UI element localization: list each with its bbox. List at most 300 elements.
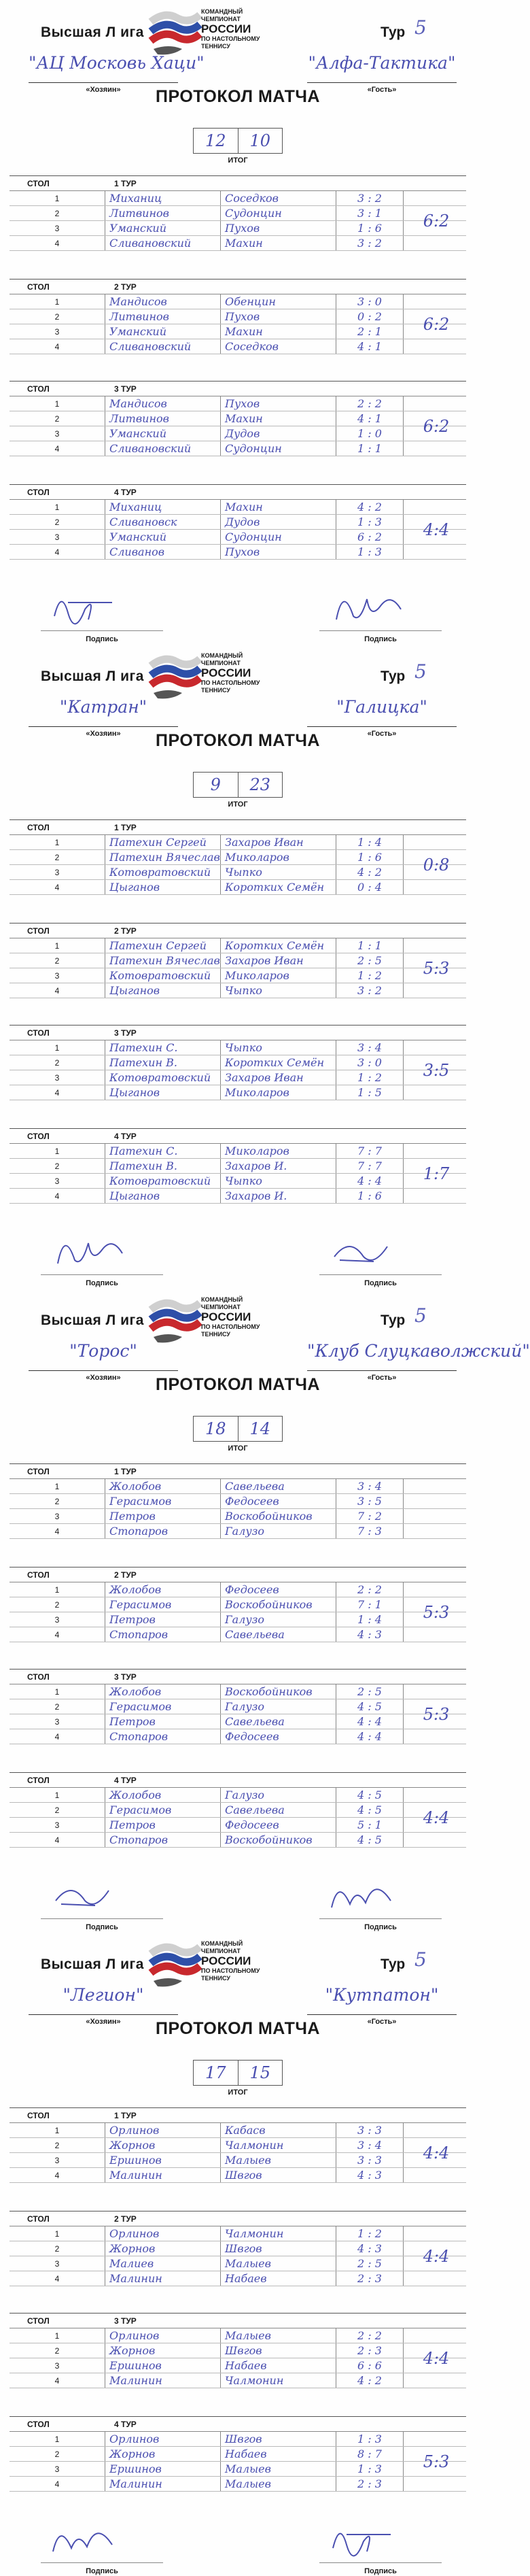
game-score: 4 : 2 — [336, 2373, 404, 2388]
guest-player: Чыпко — [220, 983, 336, 998]
round-total: 4:4 — [423, 1808, 450, 1827]
guest-player: Чыпко — [220, 865, 336, 879]
host-player: Патехин Вячеслав — [105, 850, 220, 864]
game-score: 7 : 3 — [336, 1524, 404, 1538]
table-row — [10, 1627, 466, 1642]
table-number: 1 — [54, 2435, 60, 2444]
table-row — [10, 1833, 466, 1848]
round-label: 1 ТУР — [114, 823, 137, 832]
game-score: 2 : 5 — [336, 953, 404, 968]
logo-line-3: ПО НАСТОЛЬНОМУ ТЕННИСУ — [201, 35, 260, 50]
host-player: Жолобов — [105, 1582, 220, 1597]
game-score: 4 : 2 — [336, 500, 404, 514]
game-score: 3 : 1 — [336, 206, 404, 220]
guest-player: Коротких Семён — [220, 880, 336, 894]
game-score: 0 : 2 — [336, 309, 404, 324]
game-score: 2 : 5 — [336, 1684, 404, 1699]
table-number: 2 — [54, 2141, 60, 2150]
host-player: Котовратовский — [105, 968, 220, 983]
table-row — [10, 1582, 466, 1597]
round-total: 6:2 — [423, 211, 450, 231]
guest-caption: «Гость» — [367, 86, 397, 94]
table-row — [10, 2123, 466, 2138]
tur-number: 5 — [414, 16, 427, 39]
table-row — [10, 221, 466, 236]
round-total: 3:5 — [423, 1061, 450, 1080]
guest-player: Савельева — [220, 1627, 336, 1642]
round-label: 4 ТУР — [114, 2420, 137, 2429]
table-row — [10, 339, 466, 354]
table-number: 2 — [54, 1497, 60, 1506]
signature-scribble-icon — [326, 1226, 408, 1274]
game-score: 4 : 4 — [336, 1174, 404, 1188]
flag-logo-icon — [148, 1937, 201, 1990]
table-row — [10, 411, 466, 426]
table-row — [10, 309, 466, 324]
round-table — [10, 2211, 466, 2286]
round-header — [10, 820, 466, 835]
round-header — [10, 1567, 466, 1582]
game-score: 3 : 2 — [336, 983, 404, 998]
game-score: 1 : 2 — [336, 2226, 404, 2241]
match-total — [193, 772, 283, 798]
guest-player: Галузо — [220, 1524, 336, 1538]
table-row — [10, 191, 466, 206]
guest-player: Воскобойников — [220, 1597, 336, 1612]
guest-player: Набаев — [220, 2358, 336, 2373]
game-score: 4 : 1 — [336, 411, 404, 426]
game-score: 1 : 6 — [336, 850, 404, 864]
total-host-score: 12 — [194, 129, 238, 153]
round-table — [10, 1669, 466, 1744]
round-header — [10, 485, 466, 500]
guest-player: Миколаров — [220, 1085, 336, 1100]
host-player: Патехин В. — [105, 1159, 220, 1173]
table-number: 2 — [54, 956, 60, 966]
game-score: 5 : 1 — [336, 1818, 404, 1832]
table-row — [10, 1144, 466, 1159]
table-row — [10, 2373, 466, 2388]
round-header — [10, 1464, 466, 1479]
logo-line-1: КОМАНДНЫЙ ЧЕМПИОНАТ — [201, 652, 243, 666]
host-player: Цыганов — [105, 1085, 220, 1100]
league-label: Высшая Л ига — [41, 1956, 144, 1972]
table-number: 4 — [54, 2479, 60, 2489]
table-row — [10, 2358, 466, 2373]
league-label: Высшая Л ига — [41, 1312, 144, 1328]
host-player: Орлинов — [105, 2432, 220, 2446]
game-score: 1 : 1 — [336, 938, 404, 953]
table-row — [10, 2447, 466, 2462]
table-number: 2 — [54, 312, 60, 322]
signature-line — [319, 1274, 442, 1275]
table-row — [10, 1597, 466, 1612]
table-number: 1 — [54, 194, 60, 203]
round-table — [10, 484, 466, 560]
signature-scribble-icon — [326, 1870, 408, 1918]
host-team-name: "Торос" — [29, 1341, 178, 1371]
game-score: 2 : 3 — [336, 2477, 404, 2491]
game-score: 4 : 5 — [336, 1699, 404, 1714]
table-row — [10, 1055, 466, 1070]
guest-player: Швгов — [220, 2241, 336, 2256]
round-header — [10, 279, 466, 294]
host-player: Сливанов — [105, 545, 220, 559]
guest-player: Судонцин — [220, 206, 336, 220]
game-score: 4 : 5 — [336, 1788, 404, 1802]
host-player: Орлинов — [105, 2226, 220, 2241]
host-player: Сливановский — [105, 236, 220, 250]
guest-player: Махин — [220, 411, 336, 426]
host-player: Ершинов — [105, 2462, 220, 2476]
table-number: 4 — [54, 1088, 60, 1098]
guest-player: Савельева — [220, 1479, 336, 1493]
table-column-header: СТОЛ — [27, 1672, 50, 1682]
signature-line — [41, 1918, 163, 1919]
table-number: 2 — [54, 2244, 60, 2254]
guest-player: Захаров И. — [220, 1189, 336, 1203]
host-player: Сливановский — [105, 339, 220, 354]
table-row — [10, 500, 466, 515]
tur-number: 5 — [414, 1304, 427, 1327]
logo-caption — [201, 8, 264, 50]
table-row — [10, 2153, 466, 2168]
round-header — [10, 176, 466, 191]
table-row — [10, 2138, 466, 2153]
table-column-header: СТОЛ — [27, 384, 50, 394]
guest-player: Махин — [220, 500, 336, 514]
table-number: 2 — [54, 1806, 60, 1815]
table-row — [10, 2477, 466, 2492]
guest-team-name: "Галицка" — [307, 697, 457, 727]
host-player: Герасимов — [105, 1803, 220, 1817]
table-column-header: СТОЛ — [27, 1132, 50, 1141]
logo-line-2: РОССИИ — [201, 666, 251, 679]
game-score: 1 : 3 — [336, 2432, 404, 2446]
match-protocol — [0, 644, 476, 1287]
game-score: 1 : 5 — [336, 1085, 404, 1100]
table-row — [10, 206, 466, 221]
table-column-header: СТОЛ — [27, 179, 50, 188]
host-player: Мандисов — [105, 294, 220, 309]
round-header — [10, 2417, 466, 2432]
game-score: 3 : 4 — [336, 2138, 404, 2152]
logo-line-3: ПО НАСТОЛЬНОМУ ТЕННИСУ — [201, 679, 260, 694]
game-score: 4 : 3 — [336, 2241, 404, 2256]
total-guest-score: 15 — [249, 2063, 271, 2082]
round-table — [10, 1567, 466, 1642]
table-row — [10, 2226, 466, 2241]
round-header — [10, 923, 466, 938]
table-column-header: СТОЛ — [27, 488, 50, 497]
host-player: Стопаров — [105, 1627, 220, 1642]
table-number: 3 — [54, 1073, 60, 1083]
signature-scribble-icon — [48, 582, 129, 630]
game-score: 7 : 7 — [336, 1159, 404, 1173]
table-row — [10, 2168, 466, 2183]
game-score: 4 : 3 — [336, 2168, 404, 2182]
round-total: 5:3 — [423, 1603, 450, 1622]
tur-number: 5 — [414, 1948, 427, 1971]
guest-player: Воскобойников — [220, 1684, 336, 1699]
table-number: 4 — [54, 2274, 60, 2284]
table-number: 4 — [54, 2171, 60, 2180]
host-player: Стопаров — [105, 1524, 220, 1538]
table-number: 3 — [54, 429, 60, 439]
logo-line-2: РОССИИ — [201, 1310, 251, 1323]
game-score: 3 : 0 — [336, 294, 404, 309]
game-score: 2 : 2 — [336, 396, 404, 411]
table-number: 3 — [54, 327, 60, 337]
host-player: Стопаров — [105, 1833, 220, 1847]
host-signature — [41, 582, 163, 643]
table-number: 4 — [54, 986, 60, 996]
game-score: 1 : 6 — [336, 221, 404, 235]
table-number: 1 — [54, 1147, 60, 1156]
round-total: 4:4 — [423, 2247, 450, 2266]
table-column-header: СТОЛ — [27, 1776, 50, 1785]
flag-logo-icon — [148, 649, 201, 702]
host-player: Жолобов — [105, 1479, 220, 1493]
table-number: 2 — [54, 518, 60, 527]
game-score: 4 : 4 — [336, 1729, 404, 1744]
tur-number: 5 — [414, 660, 427, 683]
game-score: 1 : 2 — [336, 968, 404, 983]
logo-line-1: КОМАНДНЫЙ ЧЕМПИОНАТ — [201, 1940, 243, 1954]
host-player: Котовратовский — [105, 865, 220, 879]
host-player: Малинин — [105, 2477, 220, 2491]
logo-caption — [201, 652, 264, 694]
table-number: 1 — [54, 941, 60, 951]
game-score: 3 : 2 — [336, 236, 404, 250]
table-row — [10, 1803, 466, 1818]
host-player: Уманский — [105, 426, 220, 441]
guest-player: Коротких Семён — [220, 1055, 336, 1070]
round-header — [10, 1773, 466, 1788]
game-score: 1 : 0 — [336, 426, 404, 441]
round-total: 0:8 — [423, 855, 450, 875]
game-score: 2 : 1 — [336, 324, 404, 339]
table-number: 2 — [54, 2450, 60, 2459]
table-number: 4 — [54, 1835, 60, 1845]
table-column-header: СТОЛ — [27, 926, 50, 936]
game-score: 1 : 4 — [336, 835, 404, 849]
table-row — [10, 2271, 466, 2286]
guest-signature — [319, 582, 442, 643]
round-table — [10, 381, 466, 456]
table-number: 3 — [54, 2156, 60, 2165]
table-row — [10, 426, 466, 441]
host-player: Литвинов — [105, 309, 220, 324]
round-table — [10, 279, 466, 354]
match-total — [193, 2060, 283, 2086]
table-row — [10, 865, 466, 880]
host-player: Ершинов — [105, 2153, 220, 2167]
game-score: 1 : 1 — [336, 441, 404, 456]
round-header — [10, 2211, 466, 2226]
table-number: 3 — [54, 2259, 60, 2269]
table-number: 1 — [54, 2331, 60, 2341]
table-number: 2 — [54, 414, 60, 424]
game-score: 2 : 3 — [336, 2271, 404, 2286]
host-player: Миханиц — [105, 500, 220, 514]
protocol-title: ПРОТОКОЛ МАТЧА — [156, 2019, 320, 2038]
logo-line-3: ПО НАСТОЛЬНОМУ ТЕННИСУ — [201, 1967, 260, 1982]
guest-player: Чалмонин — [220, 2138, 336, 2152]
championship-logo — [148, 1293, 264, 1348]
host-player: Патехин Сергей — [105, 835, 220, 849]
table-row — [10, 1494, 466, 1509]
round-table — [10, 1463, 466, 1539]
game-score: 2 : 3 — [336, 2343, 404, 2358]
round-label: 2 ТУР — [114, 2214, 137, 2224]
host-player: Орлинов — [105, 2123, 220, 2137]
game-score: 4 : 5 — [336, 1803, 404, 1817]
guest-player: Набаев — [220, 2447, 336, 2461]
total-guest-score: 23 — [249, 775, 271, 794]
guest-player: Набаев — [220, 2271, 336, 2286]
table-row — [10, 1159, 466, 1174]
signature-scribble-icon — [48, 1870, 129, 1918]
guest-player: Махин — [220, 324, 336, 339]
game-score: 2 : 5 — [336, 2256, 404, 2271]
table-row — [10, 1070, 466, 1085]
game-score: 8 : 7 — [336, 2447, 404, 2461]
table-row — [10, 1174, 466, 1189]
match-total — [193, 128, 283, 154]
round-total: 4:4 — [423, 520, 450, 539]
round-total: 4:4 — [423, 2349, 450, 2368]
host-player: Уманский — [105, 324, 220, 339]
round-header — [10, 382, 466, 396]
game-score: 0 : 4 — [336, 880, 404, 894]
game-score: 1 : 6 — [336, 1189, 404, 1203]
round-total: 6:2 — [423, 417, 450, 436]
guest-player: Савельева — [220, 1803, 336, 1817]
guest-player: Пухов — [220, 309, 336, 324]
table-row — [10, 880, 466, 895]
guest-player: Федосеев — [220, 1818, 336, 1832]
host-player: Литвинов — [105, 411, 220, 426]
table-row — [10, 1684, 466, 1699]
guest-player: Савельева — [220, 1714, 336, 1729]
round-table — [10, 2313, 466, 2388]
game-score: 3 : 0 — [336, 1055, 404, 1070]
host-player: Уманский — [105, 221, 220, 235]
game-score: 1 : 3 — [336, 515, 404, 529]
host-caption: «Хозяин» — [86, 86, 121, 94]
guest-player: Махин — [220, 236, 336, 250]
guest-player: Пухов — [220, 221, 336, 235]
table-row — [10, 938, 466, 953]
total-caption: ИТОГ — [228, 1444, 248, 1453]
guest-team-name: "Кутпатон" — [307, 1985, 457, 2015]
host-player: Жолобов — [105, 1788, 220, 1802]
match-total — [193, 1416, 283, 1442]
table-row — [10, 2432, 466, 2447]
game-score: 4 : 5 — [336, 1833, 404, 1847]
host-player: Цыганов — [105, 983, 220, 998]
host-player: Патехин С. — [105, 1040, 220, 1055]
table-row — [10, 545, 466, 560]
table-number: 1 — [54, 2229, 60, 2239]
table-number: 2 — [54, 2346, 60, 2356]
table-number: 3 — [54, 1512, 60, 1521]
total-host-score: 18 — [194, 1417, 238, 1441]
table-row — [10, 1714, 466, 1729]
signature-caption: Подпись — [86, 1923, 118, 1931]
game-score: 7 : 2 — [336, 1509, 404, 1523]
signature-line — [41, 630, 163, 631]
league-label: Высшая Л ига — [41, 668, 144, 684]
table-column-header: СТОЛ — [27, 823, 50, 832]
guest-player: Миколаров — [220, 968, 336, 983]
game-score: 7 : 7 — [336, 1144, 404, 1158]
round-total: 6:2 — [423, 315, 450, 334]
protocol-title: ПРОТОКОЛ МАТЧА — [156, 731, 320, 750]
host-player: Стопаров — [105, 1729, 220, 1744]
championship-logo — [148, 5, 264, 60]
signature-line — [41, 2562, 163, 2563]
round-table — [10, 2107, 466, 2183]
host-player: Жолобов — [105, 1684, 220, 1699]
logo-caption — [201, 1296, 264, 1338]
signature-line — [319, 630, 442, 631]
total-host-score: 9 — [194, 773, 238, 797]
table-row — [10, 1479, 466, 1494]
table-number: 3 — [54, 1615, 60, 1625]
signature-caption: Подпись — [86, 1279, 118, 1287]
guest-player: Миколаров — [220, 850, 336, 864]
signature-caption: Подпись — [86, 635, 118, 643]
guest-player: Дудов — [220, 426, 336, 441]
game-score: 1 : 3 — [336, 2462, 404, 2476]
round-header — [10, 1129, 466, 1144]
round-label: 3 ТУР — [114, 1028, 137, 1038]
host-player: Орлинов — [105, 2328, 220, 2343]
table-row — [10, 2241, 466, 2256]
total-guest-score: 10 — [249, 131, 271, 150]
match-protocol — [0, 1932, 476, 2575]
guest-player: Захаров Иван — [220, 835, 336, 849]
table-number: 4 — [54, 2376, 60, 2386]
logo-line-1: КОМАНДНЫЙ ЧЕМПИОНАТ — [201, 8, 243, 22]
signature-line — [319, 2562, 442, 2563]
table-number: 1 — [54, 1043, 60, 1053]
table-number: 1 — [54, 2126, 60, 2135]
signature-scribble-icon — [48, 1226, 129, 1274]
table-row — [10, 324, 466, 339]
game-score: 2 : 2 — [336, 1582, 404, 1597]
host-player: Герасимов — [105, 1597, 220, 1612]
table-number: 3 — [54, 2361, 60, 2371]
host-team-name: "Легион" — [29, 1985, 178, 2015]
guest-player: Галузо — [220, 1788, 336, 1802]
guest-player: Обенцин — [220, 294, 336, 309]
table-row — [10, 236, 466, 251]
match-protocol — [0, 0, 476, 643]
total-caption: ИТОГ — [228, 2088, 248, 2097]
round-table — [10, 1128, 466, 1204]
table-row — [10, 1524, 466, 1539]
table-column-header: СТОЛ — [27, 2316, 50, 2326]
host-player: Герасимов — [105, 1494, 220, 1508]
flag-logo-icon — [148, 5, 201, 58]
table-row — [10, 396, 466, 411]
game-score: 6 : 2 — [336, 530, 404, 544]
table-number: 4 — [54, 444, 60, 454]
round-total — [409, 1479, 463, 1539]
